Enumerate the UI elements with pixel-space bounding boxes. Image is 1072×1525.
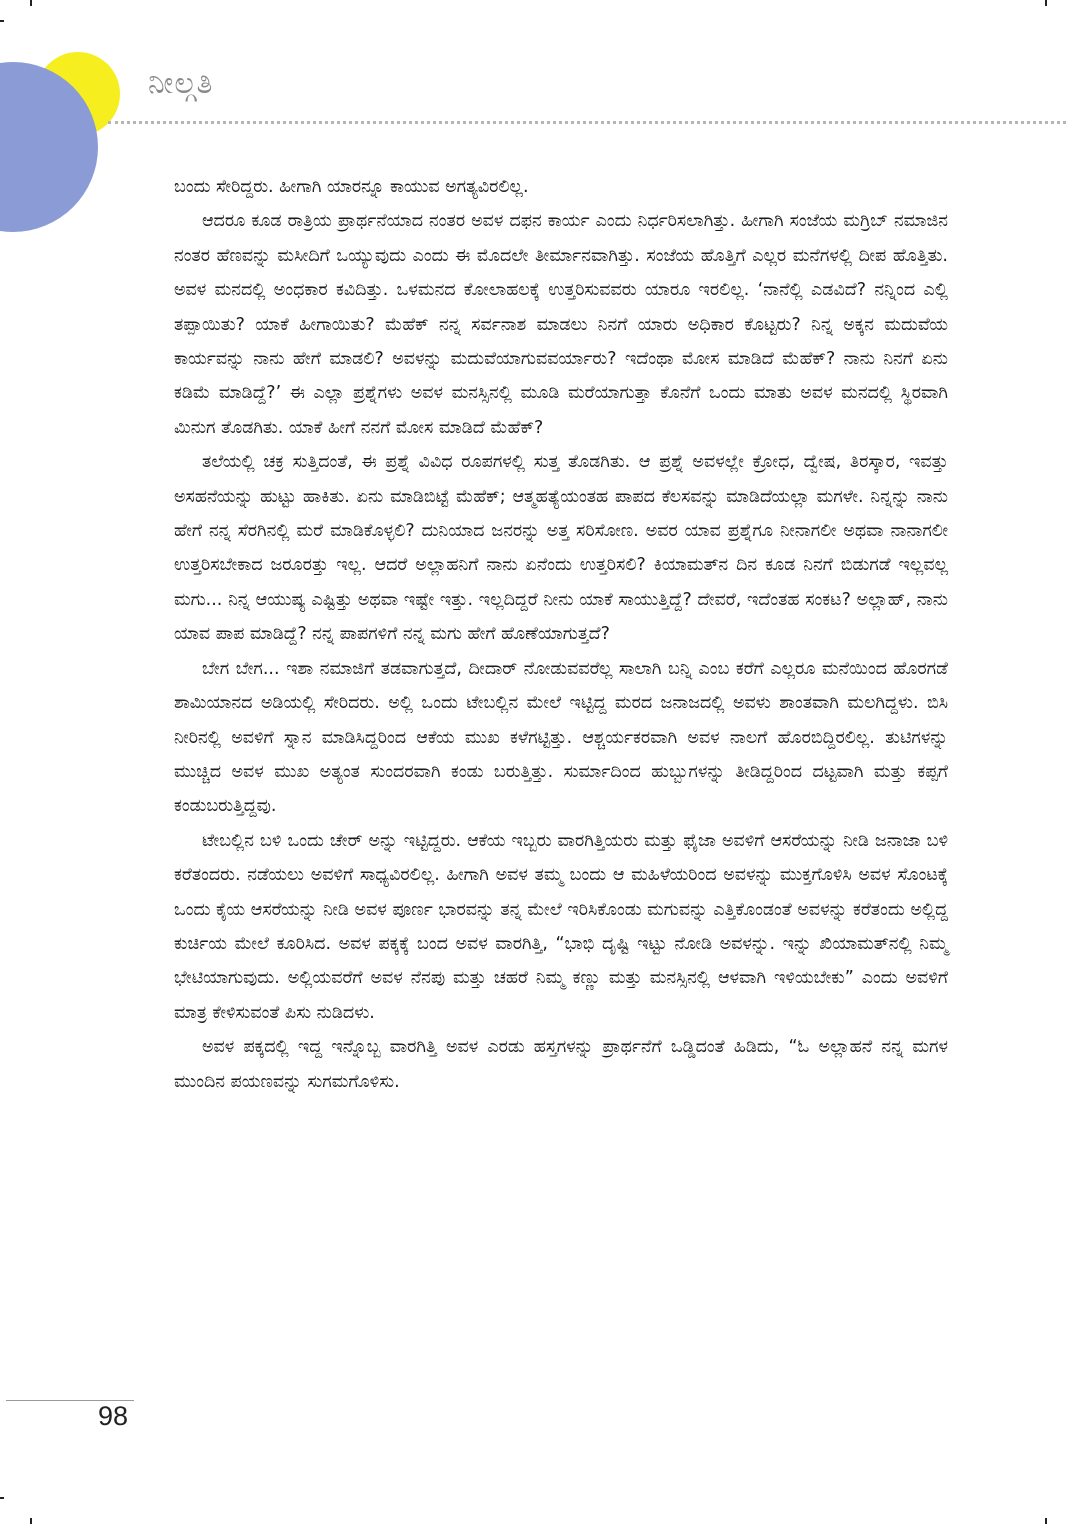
crop-mark-top-left <box>0 20 4 22</box>
crop-mark-top-left-vertical <box>30 0 32 6</box>
body-text <box>174 170 948 1099</box>
paragraph: ತಲೆಯಲ್ಲಿ ಚಕ್ರ ಸುತ್ತಿದಂತೆ, ಈ ಪ್ರಶ್ನೆ ವಿವಿಧ ರೂಪಗಳಲ್ಲಿ ಸುತ್ತ ತೊಡಗಿತು. ಆ ಪ್ರಶ್ನೆ ಅವಳಲ್ಲೇ ಕ್ರೋಧ, ದ್ವೇಷ, ತಿರಸ್ಕಾರ, ಇವತ್ತು ಅಸಹನೆಯನ್ನು ಹುಟ್ಟು ಹಾಕಿತು. ಏನು ಮಾಡಿಬಿಟ್ಟೆ ಮೆಹೆಕ್; ಆತ್ಮಹತ್ಯೆಯಂತಹ ಪಾಪದ ಕೆಲಸವನ್ನು ಮಾಡಿದೆಯಲ್ಲಾ ಮಗಳೇ. ನಿನ್ನನ್ನು ನಾನು ಹೇಗೆ ನನ್ನ ಸೆರಗಿನಲ್ಲಿ ಮರೆ ಮಾಡಿಕೊಳ್ಳಲಿ? ದುನಿಯಾದ ಜನರನ್ನು ಅತ್ತ ಸರಿಸೋಣ. ಅವರ ಯಾವ ಪ್ರಶ್ನೆಗೂ ನೀನಾಗಲೀ ಅಥವಾ ನಾನಾಗಲೀ ಉತ್ತರಿಸಬೇಕಾದ ಜರೂರತ್ತು ಇಲ್ಲ. ಆದರೆ ಅಲ್ಲಾಹನಿಗೆ ನಾನು ಏನೆಂದು ಉತ್ತರಿಸಲಿ? ಕಿಯಾಮತ್‌ನ ದಿನ ಕೂಡ ನಿನಗೆ ಬಿಡುಗಡೆ ಇಲ್ಲವಲ್ಲ ಮಗು... ನಿನ್ನ ಆಯುಷ್ಯ ಎಷ್ಟಿತ್ತು ಅಥವಾ ಇಷ್ಟೇ ಇತ್ತು. ಇಲ್ಲದಿದ್ದರೆ ನೀನು ಯಾಕೆ ಸಾಯುತ್ತಿದ್ದೆ? ದೇವರೆ, ಇದೆಂತಹ ಸಂಕಟ? ಅಲ್ಲಾಹ್, ನಾನು ಯಾವ ಪಾಪ ಮಾಡಿದ್ದೆ? ನನ್ನ ಪಾಪಗಳಿಗೆ ನನ್ನ ಮಗು ಹೇಗೆ ಹೊಣೆಯಾಗುತ್ತದೆ? <box>174 452 948 645</box>
paragraph: ಆದರೂ ಕೂಡ ರಾತ್ರಿಯ ಪ್ರಾರ್ಥನೆಯಾದ ನಂತರ ಅವಳ ದಫನ ಕಾರ್ಯ ಎಂದು ನಿರ್ಧರಿಸಲಾಗಿತ್ತು. ಹೀಗಾಗಿ ಸಂಜೆಯ ಮಗ್ರಿಬ್ ನಮಾಜಿನ ನಂತರ ಹೆಣವನ್ನು ಮಸೀದಿಗೆ ಒಯ್ಯುವುದು ಎಂದು ಈ ಮೊದಲೇ ತೀರ್ಮಾನವಾಗಿತ್ತು. ಸಂಜೆಯ ಹೊತ್ತಿಗೆ ಎಲ್ಲರ ಮನೆಗಳಲ್ಲಿ ದೀಪ ಹೊತ್ತಿತು. ಅವಳ ಮನದಲ್ಲಿ ಅಂಧಕಾರ ಕವಿದಿತ್ತು. ಒಳಮನದ ಕೋಲಾಹಲಕ್ಕೆ ಉತ್ತರಿಸುವವರು ಯಾರೂ ಇರಲಿಲ್ಲ. ‘ನಾನೆಲ್ಲಿ ಎಡವಿದೆ? ನನ್ನಿಂದ ಎಲ್ಲಿ ತಪ್ಪಾಯಿತು? ಯಾಕೆ ಹೀಗಾಯಿತು? ಮೆಹೆಕ್ ನನ್ನ ಸರ್ವನಾಶ ಮಾಡಲು ನಿನಗೆ ಯಾರು ಅಧಿಕಾರ ಕೊಟ್ಟರು? ನಿನ್ನ ಅಕ್ಕನ ಮದುವೆಯ ಕಾರ್ಯವನ್ನು ನಾನು ಹೇಗೆ ಮಾಡಲಿ? ಅವಳನ್ನು ಮದುವೆಯಾಗುವವರ್ಯಾರು? ಇದೆಂಥಾ ಮೋಸ ಮಾಡಿದೆ ಮೆಹೆಕ್? ನಾನು ನಿನಗೆ ಏನು ಕಡಿಮೆ ಮಾಡಿದ್ದೆ?’ ಈ ಎಲ್ಲಾ ಪ್ರಶ್ನೆಗಳು ಅವಳ ಮನಸ್ಸಿನಲ್ಲಿ ಮೂಡಿ ಮರೆಯಾಗುತ್ತಾ ಕೊನೆಗೆ ಒಂದು ಮಾತು ಅವಳ ಮನದಲ್ಲಿ ಸ್ಥಿರವಾಗಿ ಮಿನುಗ ತೊಡಗಿತು. ಯಾಕೆ ಹೀಗೆ ನನಗೆ ಮೋಸ ಮಾಡಿದೆ ಮೆಹೆಕ್? <box>174 211 948 438</box>
crop-mark-top-right <box>1045 0 1047 6</box>
page-number: 98 <box>98 1401 129 1431</box>
paragraph: ಟೇಬಲ್ಲಿನ ಬಳಿ ಒಂದು ಚೇರ್ ಅನ್ನು ಇಟ್ಟಿದ್ದರು. ಆಕೆಯ ಇಬ್ಬರು ವಾರಗಿತ್ತಿಯರು ಮತ್ತು ಫೈಜಾ ಅವಳಿಗೆ ಆಸರೆಯನ್ನು ನೀಡಿ ಜನಾಜಾ ಬಳಿ ಕರೆತಂದರು. ನಡೆಯಲು ಅವಳಿಗೆ ಸಾಧ್ಯವಿರಲಿಲ್ಲ. ಹೀಗಾಗಿ ಅವಳ ತಮ್ಮ ಬಂದು ಆ ಮಹಿಳೆಯರಿಂದ ಅವಳನ್ನು ಮುಕ್ತಗೊಳಿಸಿ ಅವಳ ಸೊಂಟಕ್ಕೆ ಒಂದು ಕೈಯ ಆಸರೆಯನ್ನು ನೀಡಿ ಅವಳ ಪೂರ್ಣ ಭಾರವನ್ನು ತನ್ನ ಮೇಲೆ ಇರಿಸಿಕೊಂಡು ಮಗುವನ್ನು ಎತ್ತಿಕೊಂಡಂತೆ ಅವಳನ್ನು ಕರೆತಂದು ಅಲ್ಲಿದ್ದ ಕುರ್ಚಿಯ ಮೇಲೆ ಕೂರಿಸಿದ. ಅವಳ ಪಕ್ಕಕ್ಕೆ ಬಂದ ಅವಳ ವಾರಗಿತ್ತಿ, “ಭಾಭಿ ದೃಷ್ಟಿ ಇಟ್ಟು ನೋಡಿ ಅವಳನ್ನು. ಇನ್ನು ಖಿಯಾಮತ್‌ನಲ್ಲಿ ನಿಮ್ಮ ಭೇಟಿಯಾಗುವುದು. ಅಲ್ಲಿಯವರೆಗೆ ಅವಳ ನೆನಪು ಮತ್ತು ಚಹರೆ ನಿಮ್ಮ ಕಣ್ಣು ಮತ್ತು ಮನಸ್ಸಿನಲ್ಲಿ ಆಳವಾಗಿ ಇಳಿಯಬೇಕು” ಎಂದು ಅವಳಿಗೆ ಮಾತ್ರ ಕೇಳಿಸುವಂತೆ ಪಿಸು ನುಡಿದಳು. <box>174 830 948 1023</box>
crop-mark-bottom-left-vertical <box>30 1518 32 1524</box>
crop-mark-bottom-right <box>1045 1518 1047 1524</box>
crop-mark-bottom-left <box>0 1497 4 1499</box>
paragraph: ಬಂದು ಸೇರಿದ್ದರು. ಹೀಗಾಗಿ ಯಾರನ್ನೂ ಕಾಯುವ ಅಗತ್ಯವಿರಲಿಲ್ಲ. <box>174 177 529 197</box>
header-dotted-rule <box>108 121 1066 124</box>
paragraph: ಬೇಗ ಬೇಗ... ಇಶಾ ನಮಾಜಿಗೆ ತಡವಾಗುತ್ತದೆ, ದೀದಾರ್ ನೋಡುವವರೆಲ್ಲ ಸಾಲಾಗಿ ಬನ್ನಿ ಎಂಬ ಕರೆಗೆ ಎಲ್ಲರೂ ಮನೆಯಿಂದ ಹೊರಗಡೆ ಶಾಮಿಯಾನದ ಅಡಿಯಲ್ಲಿ ಸೇರಿದರು. ಅಲ್ಲಿ ಒಂದು ಟೇಬಲ್ಲಿನ ಮೇಲೆ ಇಟ್ಟಿದ್ದ ಮರದ ಜನಾಜದಲ್ಲಿ ಅವಳು ಶಾಂತವಾಗಿ ಮಲಗಿದ್ದಳು. ಬಿಸಿ ನೀರಿನಲ್ಲಿ ಅವಳಿಗೆ ಸ್ನಾನ ಮಾಡಿಸಿದ್ದರಿಂದ ಆಕೆಯ ಮುಖ ಕಳೆಗಟ್ಟಿತ್ತು. ಆಶ್ಚರ್ಯಕರವಾಗಿ ಅವಳ ನಾಲಗೆ ಹೊರಬಿದ್ದಿರಲಿಲ್ಲ. ತುಟಿಗಳನ್ನು ಮುಚ್ಚಿದ ಅವಳ ಮುಖ ಅತ್ಯಂತ ಸುಂದರವಾಗಿ ಕಂಡು ಬರುತ್ತಿತ್ತು. ಸುರ್ಮಾದಿಂದ ಹುಬ್ಬುಗಳನ್ನು ತೀಡಿದ್ದರಿಂದ ದಟ್ಟವಾಗಿ ಮತ್ತು ಕಪ್ಪಗೆ ಕಂಡುಬರುತ್ತಿದ್ದವು. <box>174 658 948 817</box>
paragraph: ಅವಳ ಪಕ್ಕದಲ್ಲಿ ಇದ್ದ ಇನ್ನೊಬ್ಬ ವಾರಗಿತ್ತಿ ಅವಳ ಎರಡು ಹಸ್ತಗಳನ್ನು ಪ್ರಾರ್ಥನೆಗೆ ಒಡ್ಡಿದಂತೆ ಹಿಡಿದು, “ಓ ಅಲ್ಲಾಹನೆ ನನ್ನ ಮಗಳ ಮುಂದಿನ ಪಯಣವನ್ನು ಸುಗಮಗೊಳಿಸು. <box>174 1037 948 1092</box>
running-header-title: ನೀಲ್ಗತಿ <box>148 66 214 101</box>
